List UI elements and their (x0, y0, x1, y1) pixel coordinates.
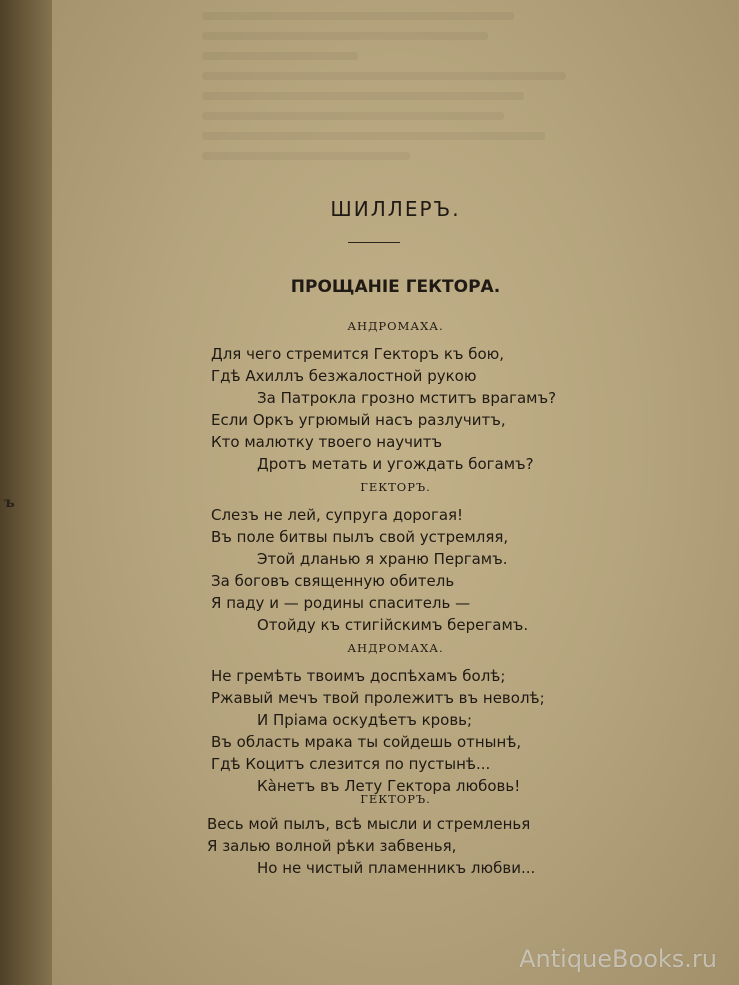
page-text (52, 0, 739, 985)
verse-line: Въ поле битвы пылъ свой устремляя, (211, 528, 509, 546)
facing-page-fragment: ъ (4, 495, 15, 511)
verse-line: Дротъ метать и угождать богамъ? (257, 455, 534, 473)
verse-line: Слезъ не лей, супруга дорогая! (211, 506, 464, 524)
verse-line: За Патрокла грозно мститъ врагамъ? (257, 389, 557, 407)
heading-rule (348, 242, 400, 243)
verse-line: Ржавый мечъ твой пролежитъ въ неволѣ; (211, 689, 545, 707)
watermark-text: AntiqueBooks.ru (519, 945, 717, 973)
verse-line: Если Оркъ угрюмый насъ разлучитъ, (211, 411, 506, 429)
speaker-label: ГЕКТОРЪ. (360, 480, 431, 494)
verse-line: Я залью волной рѣки забвенья, (207, 837, 457, 855)
verse-line: Но не чистый пламенникъ любви... (257, 859, 536, 877)
verse-line: Этой дланью я храню Пергамъ. (257, 550, 508, 568)
verse-line: Отойду къ стигійскимъ берегамъ. (257, 616, 529, 634)
speaker-label: АНДРОМАХА. (347, 319, 444, 333)
book-page (52, 0, 739, 985)
speaker-label: АНДРОМАХА. (347, 641, 444, 655)
verse-line: И Пріама оскудѣетъ кровь; (257, 711, 473, 729)
verse-line: Я паду и — родины спаситель — (211, 594, 471, 612)
verse-line: За боговъ священную обитель (211, 572, 455, 590)
facing-page-edge (0, 0, 52, 985)
verse-line: Весь мой пылъ, всѣ мысли и стремленья (207, 815, 531, 833)
verse-line: Не гремѣть твоимъ доспѣхамъ болѣ; (211, 667, 506, 685)
verse-line: Кто малютку твоего научитъ (211, 433, 443, 451)
speaker-label: ГЕКТОРЪ. (360, 792, 431, 806)
author-heading: ШИЛЛЕРЪ. (330, 197, 461, 221)
verse-line: Ка̀нетъ въ Лету Гектора любовь! (257, 777, 521, 795)
verse-line: Для чего стремится Гекторъ къ бою, (211, 345, 505, 363)
verse-line: Гдѣ Коцитъ слезится по пустынѣ... (211, 755, 491, 773)
verse-line: Гдѣ Ахиллъ безжалостной рукою (211, 367, 477, 385)
poem-title: ПРОЩАНІЕ ГЕКТОРА. (290, 277, 501, 297)
verse-line: Въ область мрака ты сойдешь отнынѣ, (211, 733, 522, 751)
